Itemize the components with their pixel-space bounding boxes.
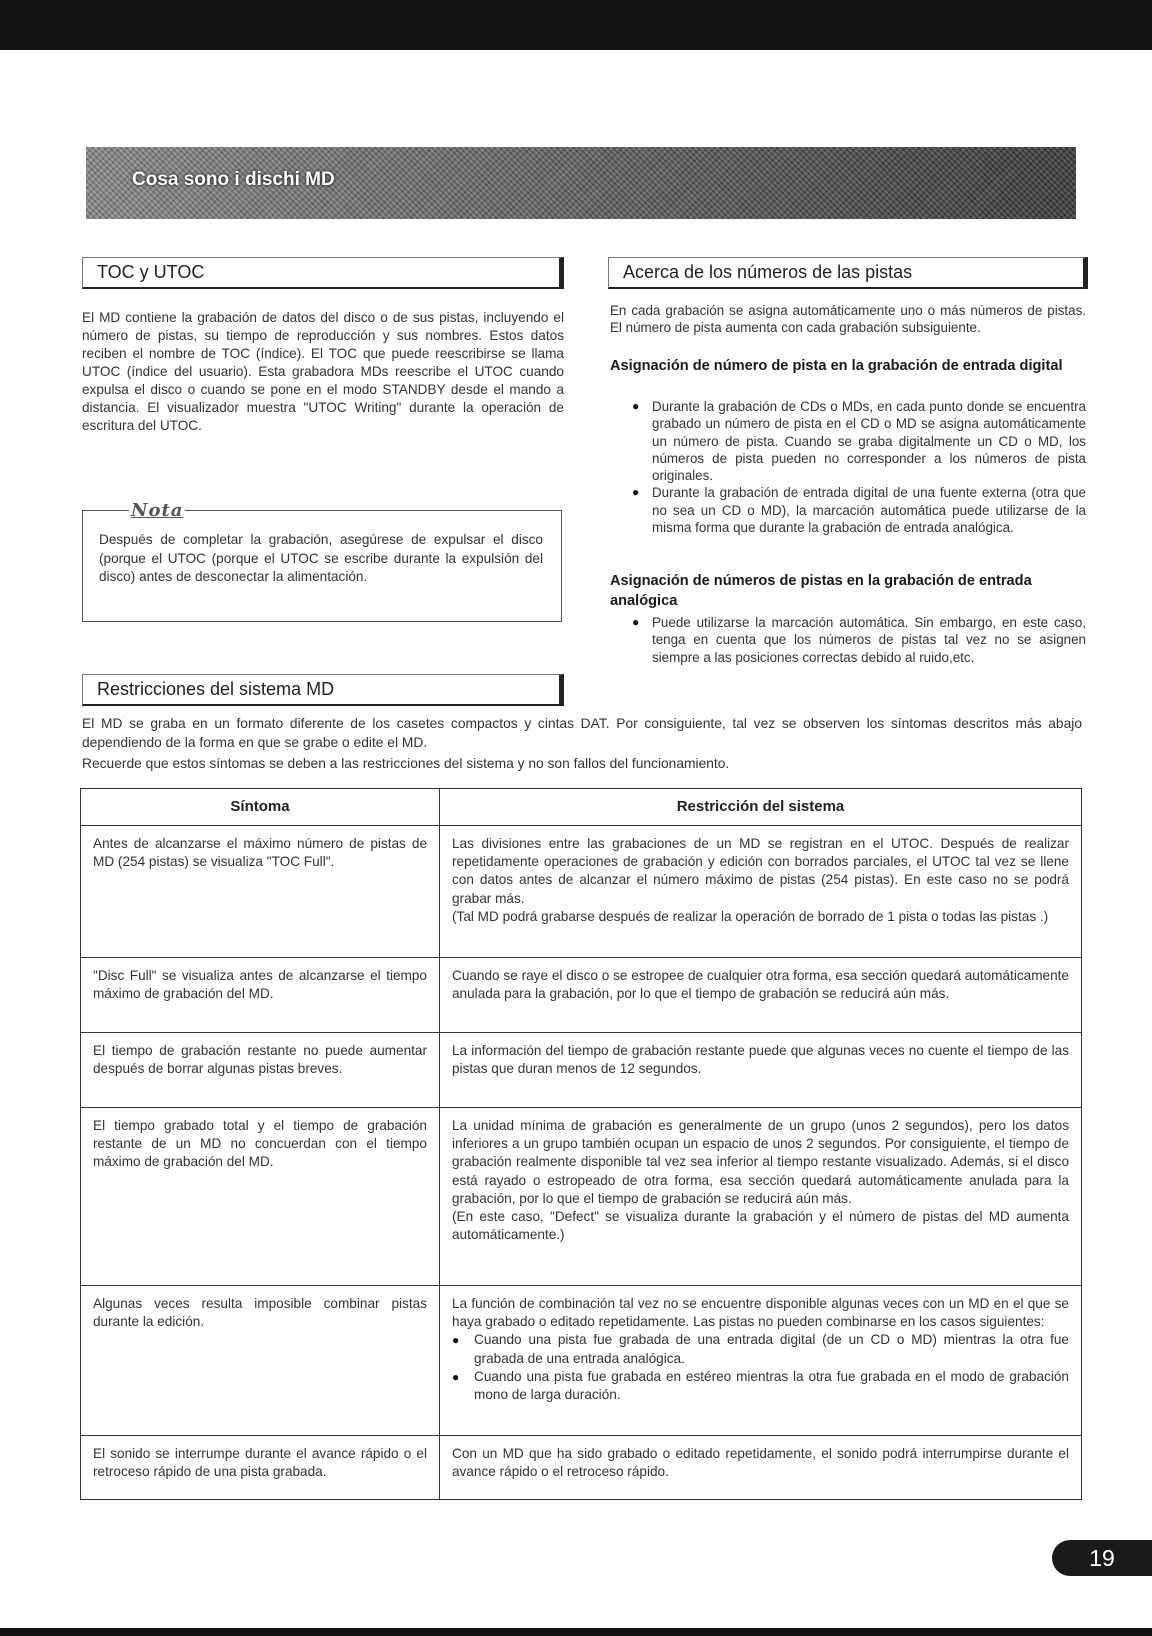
chapter-banner bbox=[86, 147, 1076, 219]
list-item: ● Puede utilizarse la marcación automática. Sin embargo, en este caso, tenga en cuenta que los números de pistas tal vez no se asignen siempre a las posiciones correctas debido al ruido,etc. bbox=[632, 615, 1086, 665]
note-text: Después de completar la grabación, asegúrese de expulsar el disco (porque el UTOC (porque el UTOC se escribe durante la expulsión del disco) antes de desconectar la alimentación. bbox=[99, 532, 543, 584]
symptom-cell: El tiempo grabado total y el tiempo de grabación restante de un MD no concuerdan con el tiempo máximo de grabación del MD. bbox=[81, 1108, 440, 1286]
analog-input-list bbox=[610, 614, 1086, 666]
table-row bbox=[81, 1436, 1082, 1500]
digital-input-list bbox=[610, 398, 1086, 536]
restrictions-reminder: Recuerde que estos síntomas se deben a las restricciones del sistema y no son fallos del funcionamiento. bbox=[82, 756, 730, 771]
bullet-icon: ● bbox=[632, 615, 640, 629]
restrictions-table bbox=[80, 788, 1082, 1500]
bullet-icon: ● bbox=[632, 485, 640, 500]
note-label: Nota bbox=[131, 500, 184, 521]
list-item: ● Cuando una pista fue grabada en estéreo mientras la otra fue grabada en el modo de grabación mono de larga duración. bbox=[452, 1368, 1069, 1403]
toc-body: El MD contiene la grabación de datos del disco o de sus pistas, incluyendo el número de pistas, su tiempo de reproducción y sus nombres. Estos datos reciben el nombre de TOC (índice). El TOC que puede reescribirse se llama UTOC (índice del usuario). Esta grabadora MDs reescribe el UTOC cuando expulsa el disco o cuando se pone en el modo STANDBY desde el mando a distancia. El visualizador muestra "UTOC Writing" durante la operación de escritura del UTOC. bbox=[82, 310, 564, 433]
note-box bbox=[82, 500, 562, 622]
bullet-icon: ● bbox=[632, 399, 640, 413]
analog-input-heading: Asignación de números de pistas en la grabación de entrada analógica bbox=[610, 573, 1032, 609]
bullet-icon: ● bbox=[452, 1369, 460, 1384]
toc-heading: TOC y UTOC bbox=[82, 257, 564, 289]
table-row bbox=[81, 826, 1082, 958]
bottom-scan-bar bbox=[0, 1628, 1152, 1636]
top-scan-bar bbox=[0, 0, 1152, 50]
restrictions-intro: El MD se graba en un formato diferente de los casetes compactos y cintas DAT. Por consiguiente, tal vez se observen los síntomas descritos más abajo dependiendo de la forma en que se grabe o edite el MD. bbox=[82, 716, 1082, 750]
restriction-note: (En este caso, "Defect" se visualiza durante la grabación y el número de pistas del MD aumenta automáticamente.) bbox=[452, 1209, 1069, 1243]
restriction-cell: La unidad mínima de grabación es generalmente de un grupo (unos 2 segundos), pero los datos inferiores a un grupo también ocupan un espacio de unos 2 segundos. Por consiguiente, el tiempo de grabación realmente disponible tal vez sea inferior al tiempo restante visualizado. Además, si el disco está rayado o estropeado de otra forma, esa sección quedará automáticamente anulada para la grabación, por lo que el tiempo de grabación se reducirá aún más. (En este caso, "Defect" se visualiza durante la grabación y el número de pistas del MD aumenta automáticamente.) bbox=[440, 1108, 1082, 1286]
table-row bbox=[81, 1286, 1082, 1436]
symptom-cell: El sonido se interrumpe durante el avance rápido o el retroceso rápido de una pista grabada. bbox=[81, 1436, 440, 1500]
track-numbers-intro: En cada grabación se asigna automáticamente uno o más números de pistas. El número de pista aumenta con cada grabación subsiguiente. bbox=[610, 303, 1086, 336]
symptom-cell: "Disc Full" se visualiza antes de alcanzarse el tiempo máximo de grabación del MD. bbox=[81, 958, 440, 1033]
bullet-icon: ● bbox=[452, 1333, 460, 1348]
restriction-cell: La función de combinación tal vez no se encuentre disponible algunas veces con un MD en el que se haya grabado o editado repetidamente. Las pistas no pueden combinarse en los casos siguientes: ● Cuando una pista fue grabada de una entrada digital (de un CD o MD) mientras la otra fue grabada de una entrada analógica. ● Cuando una pista fue grabada en estéreo mientras la otra fue grabada en el modo de grabación mono de larga duración. bbox=[440, 1286, 1082, 1436]
list-item: ● Durante la grabación de CDs o MDs, en cada punto donde se encuentra grabado un número de pista en el CD o MD se asigna automáticamente un número de pista. Cuando se graba digitalmente un CD o MD, los números de pista pueden no corresponder a los números de pista originales. bbox=[632, 399, 1086, 484]
list-item: ● Cuando una pista fue grabada de una entrada digital (de un CD o MD) mientras la otra fue grabada de una entrada analógica. bbox=[452, 1332, 1069, 1366]
table-row bbox=[81, 1033, 1082, 1108]
symptom-cell: Algunas veces resulta imposible combinar pistas durante la edición. bbox=[81, 1286, 440, 1436]
restriction-cell: La información del tiempo de grabación restante puede que algunas veces no cuente el tiempo de las pistas que duran menos de 12 segundos. bbox=[440, 1033, 1082, 1108]
restriction-cell: Cuando se raye el disco o se estropee de cualquier otra forma, esa sección quedará automáticamente anulada para la grabación, por lo que el tiempo de grabación se reducirá aún más. bbox=[440, 958, 1082, 1033]
symptom-cell: El tiempo de grabación restante no puede aumentar después de borrar algunas pistas breves. bbox=[81, 1033, 440, 1108]
restrictions-heading: Restricciones del sistema MD bbox=[82, 674, 564, 706]
page-number: 19 bbox=[1052, 1540, 1152, 1576]
restriction-cell: Las divisiones entre las grabaciones de un MD se registran en el UTOC. Después de realizar repetidamente operaciones de grabación y edición con borrados parciales, el UTOC tal vez se llene con datos antes de alcanzar el número máximo de pistas (254 pistas). En este caso no se podrá grabar más. (Tal MD podrá grabarse después de realizar la operación de borrado de 1 pista o todas las pistas .) bbox=[440, 826, 1082, 958]
track-numbers-heading: Acerca de los números de las pistas bbox=[608, 257, 1088, 289]
restriction-cell: Con un MD que ha sido grabado o editado repetidamente, el sonido podrá interrumpirse durante el avance rápido o el retroceso rápido. bbox=[440, 1436, 1082, 1500]
table-row bbox=[81, 1108, 1082, 1286]
table-header-row bbox=[81, 789, 1082, 826]
restriction-note: (Tal MD podrá grabarse después de realizar la operación de borrado de 1 pista o todas las pistas .) bbox=[452, 908, 1049, 924]
chapter-title: Cosa sono i dischi MD bbox=[132, 169, 335, 190]
column-header-restriction: Restricción del sistema bbox=[440, 789, 1082, 826]
table-row bbox=[81, 958, 1082, 1033]
symptom-cell: Antes de alcanzarse el máximo número de pistas de MD (254 pistas) se visualiza "TOC Full". bbox=[81, 826, 440, 958]
digital-input-heading: Asignación de número de pista en la grabación de entrada digital bbox=[610, 358, 1063, 374]
list-item: ● Durante la grabación de entrada digital de una fuente externa (otra que no sea un CD o MD), la marcación automática puede utilizarse de la misma forma que durante la grabación de entrada analógica. bbox=[632, 485, 1086, 536]
column-header-symptom: Síntoma bbox=[81, 789, 440, 826]
